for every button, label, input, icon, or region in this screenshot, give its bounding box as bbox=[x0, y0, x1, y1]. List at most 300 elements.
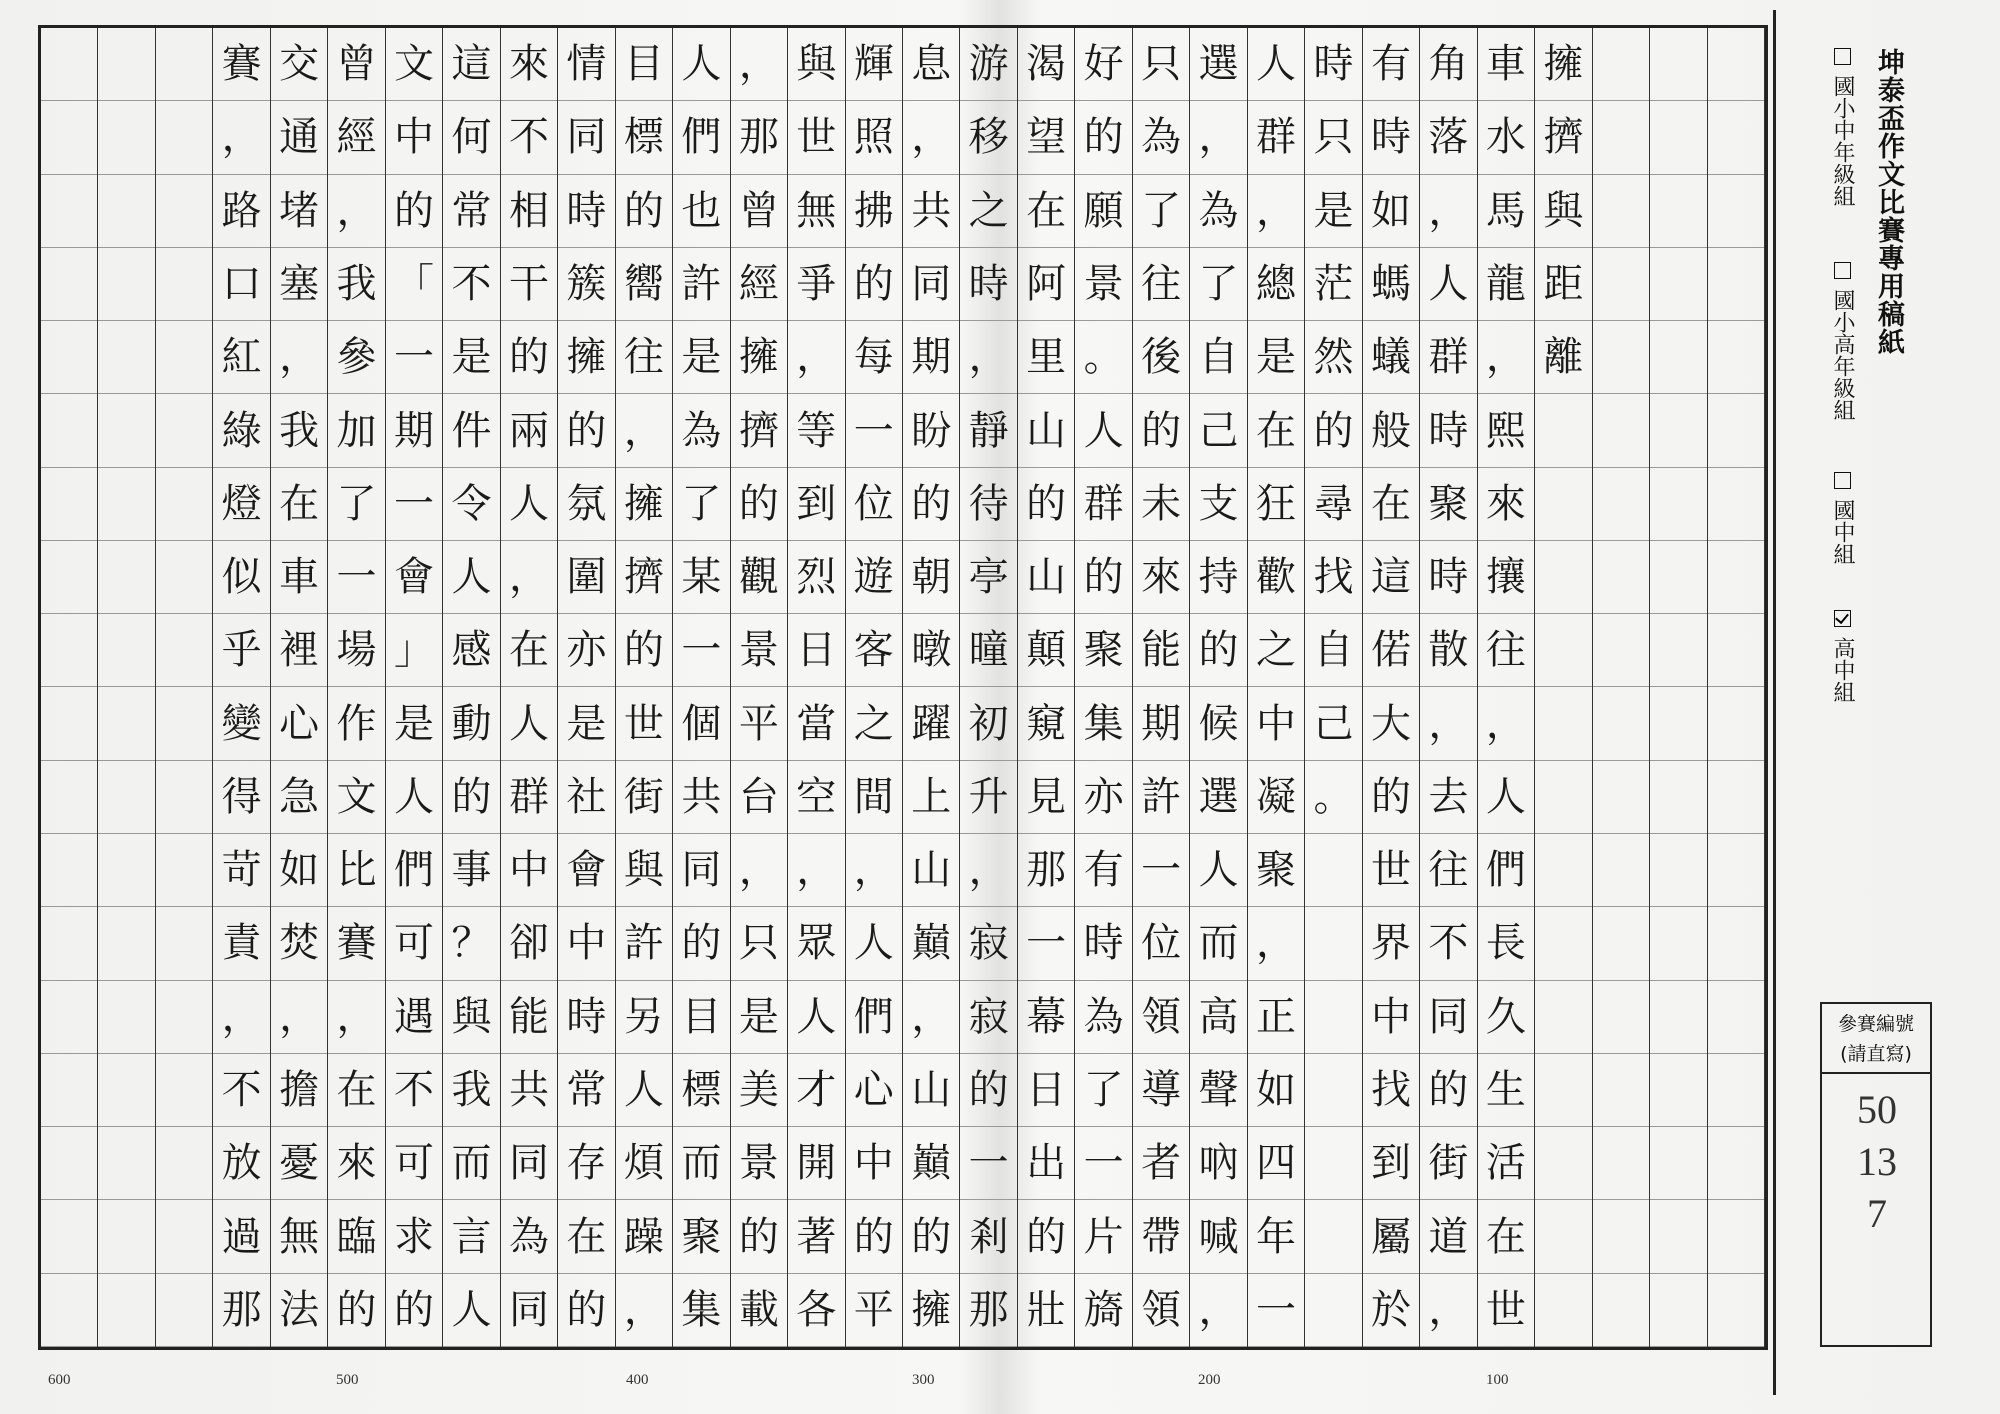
grid-cell: 在 bbox=[1478, 1200, 1534, 1273]
grid-cell bbox=[156, 28, 212, 101]
grid-cell: 升 bbox=[960, 761, 1016, 834]
grid-cell bbox=[1593, 394, 1649, 467]
grid-cell: 急 bbox=[271, 761, 327, 834]
grid-cell: 人 bbox=[846, 907, 902, 980]
checkbox-checked-icon[interactable] bbox=[1834, 610, 1851, 627]
grid-cell: 時 bbox=[960, 248, 1016, 321]
grid-cell: 圍 bbox=[558, 541, 614, 614]
grid-cell bbox=[98, 761, 154, 834]
grid-cell bbox=[1650, 28, 1706, 101]
checkbox-icon[interactable] bbox=[1834, 48, 1851, 65]
grid-cell bbox=[1305, 1200, 1361, 1273]
grid-cell: 來 bbox=[328, 1127, 384, 1200]
grid-cell: 這 bbox=[443, 28, 499, 101]
entry-number-label bbox=[1822, 1004, 1930, 1074]
grid-cell bbox=[1708, 175, 1764, 248]
grid-cell: 高 bbox=[1190, 981, 1246, 1054]
grid-cell: 共 bbox=[673, 761, 729, 834]
grid-cell bbox=[98, 834, 154, 907]
grid-cell: 上 bbox=[903, 761, 959, 834]
grid-cell: 煩 bbox=[616, 1127, 672, 1200]
grid-cell: 客 bbox=[846, 614, 902, 687]
grid-column bbox=[1075, 28, 1132, 1347]
group-option-elementary-middle[interactable] bbox=[1818, 48, 1858, 207]
grid-cell: 才 bbox=[788, 1054, 844, 1127]
grid-cell: 相 bbox=[501, 175, 557, 248]
grid-cell: 另 bbox=[616, 981, 672, 1054]
grid-cell bbox=[1708, 834, 1764, 907]
grid-cell: 曾 bbox=[328, 28, 384, 101]
grid-cell: 責 bbox=[213, 907, 269, 980]
grid-cell: 空 bbox=[788, 761, 844, 834]
grid-cell: 狂 bbox=[1248, 468, 1304, 541]
grid-cell: 待 bbox=[960, 468, 1016, 541]
grid-cell: 求 bbox=[386, 1200, 442, 1273]
grid-cell bbox=[1650, 834, 1706, 907]
grid-cell: 的 bbox=[903, 468, 959, 541]
grid-column bbox=[1650, 28, 1707, 1347]
grid-cell: 景 bbox=[1075, 248, 1131, 321]
grid-cell: 靜 bbox=[960, 394, 1016, 467]
grid-cell bbox=[41, 468, 97, 541]
grid-cell: 擠 bbox=[616, 541, 672, 614]
grid-cell bbox=[98, 541, 154, 614]
grid-cell: ， bbox=[328, 175, 384, 248]
grid-cell bbox=[98, 248, 154, 321]
grid-cell: 各 bbox=[788, 1274, 844, 1347]
grid-cell bbox=[156, 468, 212, 541]
grid-cell: 一 bbox=[328, 541, 384, 614]
grid-cell bbox=[1708, 614, 1764, 687]
grid-cell bbox=[1535, 541, 1591, 614]
grid-cell: 時 bbox=[558, 981, 614, 1054]
grid-cell: 的 bbox=[558, 394, 614, 467]
grid-cell: 會 bbox=[386, 541, 442, 614]
grid-cell: 位 bbox=[846, 468, 902, 541]
grid-column bbox=[616, 28, 673, 1347]
paper-title: 坤泰盃作文比賽專用稿紙 bbox=[1873, 48, 1904, 356]
grid-cell: 的 bbox=[1018, 1200, 1074, 1273]
grid-cell: 放 bbox=[213, 1127, 269, 1200]
grid-cell: 車 bbox=[271, 541, 327, 614]
grid-cell: ， bbox=[1420, 1274, 1476, 1347]
grid-cell: 拂 bbox=[846, 175, 902, 248]
grid-cell bbox=[1593, 248, 1649, 321]
grid-cell: 綠 bbox=[213, 394, 269, 467]
grid-cell: 的 bbox=[558, 1274, 614, 1347]
grid-cell: 紅 bbox=[213, 321, 269, 394]
grid-cell: 的 bbox=[1420, 1054, 1476, 1127]
grid-cell bbox=[1708, 248, 1764, 321]
grid-cell: 為 bbox=[501, 1200, 557, 1273]
grid-cell: 同 bbox=[558, 101, 614, 174]
grid-cell: 一 bbox=[846, 394, 902, 467]
grid-cell: 文 bbox=[386, 28, 442, 101]
grid-cell: 比 bbox=[328, 834, 384, 907]
scale-mark: 600 bbox=[48, 1372, 71, 1388]
grid-cell: 而 bbox=[673, 1127, 729, 1200]
grid-cell: 觀 bbox=[731, 541, 787, 614]
checkbox-icon[interactable] bbox=[1834, 262, 1851, 279]
grid-cell: 開 bbox=[788, 1127, 844, 1200]
grid-cell: 通 bbox=[271, 101, 327, 174]
grid-cell bbox=[1708, 1274, 1764, 1347]
grid-cell: 擁 bbox=[616, 468, 672, 541]
checkbox-icon[interactable] bbox=[1834, 472, 1851, 489]
grid-cell bbox=[156, 248, 212, 321]
grid-cell: 的 bbox=[616, 614, 672, 687]
grid-cell: 眾 bbox=[788, 907, 844, 980]
grid-cell bbox=[41, 688, 97, 761]
group-label: 國小高年級組 bbox=[1830, 289, 1855, 421]
grid-cell: 自 bbox=[1190, 321, 1246, 394]
grid-cell bbox=[41, 1274, 97, 1347]
grid-cell: 等 bbox=[788, 394, 844, 467]
grid-cell: 為 bbox=[1133, 101, 1189, 174]
grid-cell: ， bbox=[213, 981, 269, 1054]
grid-cell: 裡 bbox=[271, 614, 327, 687]
grid-cell: 巔 bbox=[903, 907, 959, 980]
grid-cell bbox=[1593, 1274, 1649, 1347]
grid-cell: 堵 bbox=[271, 175, 327, 248]
grid-cell: 烈 bbox=[788, 541, 844, 614]
grid-cell bbox=[156, 394, 212, 467]
grid-cell: ， bbox=[1420, 175, 1476, 248]
grid-cell bbox=[41, 761, 97, 834]
grid-cell: 到 bbox=[788, 468, 844, 541]
grid-cell: 亦 bbox=[1075, 761, 1131, 834]
grid-cell bbox=[41, 175, 97, 248]
grid-cell: 與 bbox=[788, 28, 844, 101]
grid-cell: 我 bbox=[443, 1054, 499, 1127]
grid-cell: 期 bbox=[1133, 688, 1189, 761]
grid-cell bbox=[1708, 761, 1764, 834]
grid-cell: 的 bbox=[1075, 541, 1131, 614]
grid-cell: 似 bbox=[213, 541, 269, 614]
grid-cell bbox=[1593, 101, 1649, 174]
grid-cell bbox=[1535, 834, 1591, 907]
grid-cell bbox=[1650, 907, 1706, 980]
grid-cell: 中 bbox=[1363, 981, 1419, 1054]
grid-cell bbox=[1708, 688, 1764, 761]
grid-cell bbox=[1650, 248, 1706, 321]
entry-number-box bbox=[1820, 1002, 1932, 1347]
grid-cell: 的 bbox=[960, 1054, 1016, 1127]
grid-cell: 群 bbox=[501, 761, 557, 834]
grid-cell: ， bbox=[960, 834, 1016, 907]
grid-cell: 如 bbox=[271, 834, 327, 907]
grid-column bbox=[903, 28, 960, 1347]
grid-cell: ， bbox=[1478, 321, 1534, 394]
grid-cell: 總 bbox=[1248, 248, 1304, 321]
grid-cell: 作 bbox=[328, 688, 384, 761]
grid-cell: 人 bbox=[386, 761, 442, 834]
grid-cell: 了 bbox=[1075, 1054, 1131, 1127]
grid-cell: 為 bbox=[1075, 981, 1131, 1054]
grid-cell bbox=[1708, 1054, 1764, 1127]
grid-cell: 來 bbox=[501, 28, 557, 101]
grid-cell: 選 bbox=[1190, 28, 1246, 101]
grid-cell: 」 bbox=[386, 614, 442, 687]
grid-cell: 一 bbox=[673, 614, 729, 687]
grid-cell bbox=[1593, 688, 1649, 761]
grid-cell: ， bbox=[846, 834, 902, 907]
grid-cell bbox=[1593, 1054, 1649, 1127]
grid-cell bbox=[41, 101, 97, 174]
grid-cell: 集 bbox=[673, 1274, 729, 1347]
grid-cell: 顛 bbox=[1018, 614, 1074, 687]
entry-number-label-line2: (請直寫) bbox=[1840, 1043, 1912, 1065]
grid-cell: 只 bbox=[731, 907, 787, 980]
grid-cell: 旖 bbox=[1075, 1274, 1131, 1347]
grid-cell bbox=[156, 101, 212, 174]
grid-cell: 活 bbox=[1478, 1127, 1534, 1200]
grid-cell: 口 bbox=[213, 248, 269, 321]
grid-cell bbox=[1535, 1054, 1591, 1127]
grid-cell: ， bbox=[903, 981, 959, 1054]
grid-cell: 如 bbox=[1363, 175, 1419, 248]
grid-cell: 見 bbox=[1018, 761, 1074, 834]
grid-cell: 是 bbox=[731, 981, 787, 1054]
grid-cell: 同 bbox=[673, 834, 729, 907]
grid-cell: 息 bbox=[903, 28, 959, 101]
grid-cell: 擁 bbox=[1535, 28, 1591, 101]
grid-cell: 個 bbox=[673, 688, 729, 761]
grid-cell: 了 bbox=[328, 468, 384, 541]
grid-cell: 到 bbox=[1363, 1127, 1419, 1200]
grid-cell: 時 bbox=[1420, 541, 1476, 614]
grid-cell bbox=[1305, 981, 1361, 1054]
grid-cell bbox=[1593, 1200, 1649, 1273]
grid-cell: 的 bbox=[386, 175, 442, 248]
grid-cell: 阿 bbox=[1018, 248, 1074, 321]
grid-cell bbox=[98, 321, 154, 394]
grid-cell: 而 bbox=[1190, 907, 1246, 980]
grid-cell: 人 bbox=[788, 981, 844, 1054]
grid-cell bbox=[1708, 1127, 1764, 1200]
grid-cell: 塞 bbox=[271, 248, 327, 321]
grid-cell bbox=[1305, 1127, 1361, 1200]
grid-cell: 長 bbox=[1478, 907, 1534, 980]
grid-cell: 人 bbox=[1075, 394, 1131, 467]
grid-cell bbox=[1650, 101, 1706, 174]
grid-cell: 支 bbox=[1190, 468, 1246, 541]
grid-cell bbox=[156, 1054, 212, 1127]
grid-cell: 的 bbox=[1305, 394, 1361, 467]
grid-cell: 們 bbox=[673, 101, 729, 174]
group-option-elementary-upper[interactable] bbox=[1818, 262, 1858, 421]
grid-cell: 言 bbox=[443, 1200, 499, 1273]
grid-cell: 馬 bbox=[1478, 175, 1534, 248]
grid-column bbox=[558, 28, 615, 1347]
grid-cell: 能 bbox=[1133, 614, 1189, 687]
grid-cell bbox=[156, 907, 212, 980]
grid-cell: 盼 bbox=[903, 394, 959, 467]
grid-cell: 景 bbox=[731, 614, 787, 687]
grid-column bbox=[1190, 28, 1247, 1347]
grid-cell: 有 bbox=[1075, 834, 1131, 907]
grid-cell: 台 bbox=[731, 761, 787, 834]
grid-cell bbox=[98, 1274, 154, 1347]
grid-column bbox=[1535, 28, 1592, 1347]
grid-cell bbox=[1535, 614, 1591, 687]
grid-cell: 遊 bbox=[846, 541, 902, 614]
grid-cell: 中 bbox=[1248, 688, 1304, 761]
grid-cell: 生 bbox=[1478, 1054, 1534, 1127]
grid-cell: 期 bbox=[386, 394, 442, 467]
grid-cell: 人 bbox=[1420, 248, 1476, 321]
grid-cell: 文 bbox=[328, 761, 384, 834]
grid-cell: 臨 bbox=[328, 1200, 384, 1273]
grid-cell: 壯 bbox=[1018, 1274, 1074, 1347]
grid-cell: 人 bbox=[1190, 834, 1246, 907]
grid-cell bbox=[1535, 1200, 1591, 1273]
grid-cell: 人 bbox=[443, 541, 499, 614]
grid-cell: 在 bbox=[501, 614, 557, 687]
grid-cell: 導 bbox=[1133, 1054, 1189, 1127]
grid-cell: 望 bbox=[1018, 101, 1074, 174]
grid-cell bbox=[1650, 761, 1706, 834]
grid-cell: 時 bbox=[1363, 101, 1419, 174]
grid-cell: ， bbox=[903, 101, 959, 174]
grid-cell: 山 bbox=[1018, 541, 1074, 614]
grid-cell: 中 bbox=[846, 1127, 902, 1200]
grid-cell: 時 bbox=[558, 175, 614, 248]
grid-cell: ， bbox=[1248, 175, 1304, 248]
grid-cell bbox=[156, 614, 212, 687]
grid-cell: 一 bbox=[1248, 1274, 1304, 1347]
group-option-senior-high[interactable] bbox=[1818, 610, 1858, 703]
grid-cell: 一 bbox=[386, 321, 442, 394]
grid-cell bbox=[1305, 1274, 1361, 1347]
grid-cell bbox=[1305, 1054, 1361, 1127]
grid-cell: 心 bbox=[271, 688, 327, 761]
grid-cell: 。 bbox=[1305, 761, 1361, 834]
grid-cell: 巔 bbox=[903, 1127, 959, 1200]
grid-cell: 曈 bbox=[960, 614, 1016, 687]
grid-cell: 的 bbox=[1075, 101, 1131, 174]
grid-cell: 心 bbox=[846, 1054, 902, 1127]
grid-cell: 乎 bbox=[213, 614, 269, 687]
grid-cell bbox=[1708, 541, 1764, 614]
grid-cell bbox=[98, 688, 154, 761]
grid-cell bbox=[98, 614, 154, 687]
grid-cell: 同 bbox=[501, 1127, 557, 1200]
grid-cell: 幕 bbox=[1018, 981, 1074, 1054]
grid-column bbox=[1133, 28, 1190, 1347]
grid-cell: 情 bbox=[558, 28, 614, 101]
grid-cell: 標 bbox=[673, 1054, 729, 1127]
grid-cell: 時 bbox=[1305, 28, 1361, 101]
grid-cell: 群 bbox=[1248, 101, 1304, 174]
grid-cell: 散 bbox=[1420, 614, 1476, 687]
grid-cell bbox=[156, 1200, 212, 1273]
scale-mark: 200 bbox=[1198, 1372, 1221, 1388]
grid-cell: 照 bbox=[846, 101, 902, 174]
grid-cell: 們 bbox=[1478, 834, 1534, 907]
grid-cell: 只 bbox=[1133, 28, 1189, 101]
grid-cell: ？ bbox=[443, 907, 499, 980]
group-label: 國中組 bbox=[1830, 499, 1855, 565]
grid-cell: 一 bbox=[386, 468, 442, 541]
grid-cell: 無 bbox=[271, 1200, 327, 1273]
grid-cell: 與 bbox=[616, 834, 672, 907]
grid-cell: 標 bbox=[616, 101, 672, 174]
scale-mark: 400 bbox=[626, 1372, 649, 1388]
grid-cell: 常 bbox=[443, 175, 499, 248]
grid-cell: 角 bbox=[1420, 28, 1476, 101]
grid-cell: 賽 bbox=[213, 28, 269, 101]
grid-cell bbox=[1708, 321, 1764, 394]
grid-column bbox=[156, 28, 213, 1347]
grid-cell: 世 bbox=[616, 688, 672, 761]
grid-cell bbox=[41, 614, 97, 687]
grid-cell: 持 bbox=[1190, 541, 1246, 614]
grid-cell: 距 bbox=[1535, 248, 1591, 321]
grid-cell: 不 bbox=[443, 248, 499, 321]
grid-cell: 經 bbox=[328, 101, 384, 174]
grid-cell: 亭 bbox=[960, 541, 1016, 614]
grid-cell: 山 bbox=[903, 834, 959, 907]
grid-cell: ， bbox=[960, 321, 1016, 394]
group-option-junior-high[interactable] bbox=[1818, 472, 1858, 565]
grid-cell: 會 bbox=[558, 834, 614, 907]
grid-cell bbox=[156, 1274, 212, 1347]
grid-cell: 找 bbox=[1305, 541, 1361, 614]
grid-cell: 後 bbox=[1133, 321, 1189, 394]
grid-cell: 時 bbox=[1420, 394, 1476, 467]
grid-cell: 往 bbox=[1420, 834, 1476, 907]
grid-cell: 凝 bbox=[1248, 761, 1304, 834]
grid-cell bbox=[98, 101, 154, 174]
grid-cell bbox=[1708, 101, 1764, 174]
grid-cell bbox=[1708, 1200, 1764, 1273]
grid-cell bbox=[1650, 1274, 1706, 1347]
scale-mark: 100 bbox=[1486, 1372, 1509, 1388]
grid-cell: 燈 bbox=[213, 468, 269, 541]
grid-cell: 之 bbox=[1248, 614, 1304, 687]
grid-cell: 中 bbox=[386, 101, 442, 174]
grid-cell bbox=[98, 175, 154, 248]
grid-cell: 茫 bbox=[1305, 248, 1361, 321]
grid-column bbox=[213, 28, 270, 1347]
grid-column bbox=[386, 28, 443, 1347]
grid-cell: 著 bbox=[788, 1200, 844, 1273]
grid-cell: 一 bbox=[1133, 834, 1189, 907]
grid-cell: 山 bbox=[1018, 394, 1074, 467]
grid-cell: 美 bbox=[731, 1054, 787, 1127]
grid-cell: 躁 bbox=[616, 1200, 672, 1273]
grid-cell bbox=[1535, 468, 1591, 541]
grid-cell: 事 bbox=[443, 834, 499, 907]
grid-cell: 落 bbox=[1420, 101, 1476, 174]
grid-column bbox=[98, 28, 155, 1347]
grid-cell: ， bbox=[213, 101, 269, 174]
entry-number-value[interactable]: 50137 bbox=[1857, 1087, 1897, 1236]
grid-cell: 過 bbox=[213, 1200, 269, 1273]
grid-cell: 共 bbox=[903, 175, 959, 248]
grid-cell: 山 bbox=[903, 1054, 959, 1127]
grid-cell: 在 bbox=[1018, 175, 1074, 248]
grid-cell bbox=[1535, 981, 1591, 1054]
grid-cell: 。 bbox=[1075, 321, 1131, 394]
grid-cell: 共 bbox=[501, 1054, 557, 1127]
grid-cell: 經 bbox=[731, 248, 787, 321]
grid-column bbox=[1018, 28, 1075, 1347]
grid-cell: 己 bbox=[1305, 688, 1361, 761]
grid-cell: 為 bbox=[1190, 175, 1246, 248]
grid-cell: 苛 bbox=[213, 834, 269, 907]
